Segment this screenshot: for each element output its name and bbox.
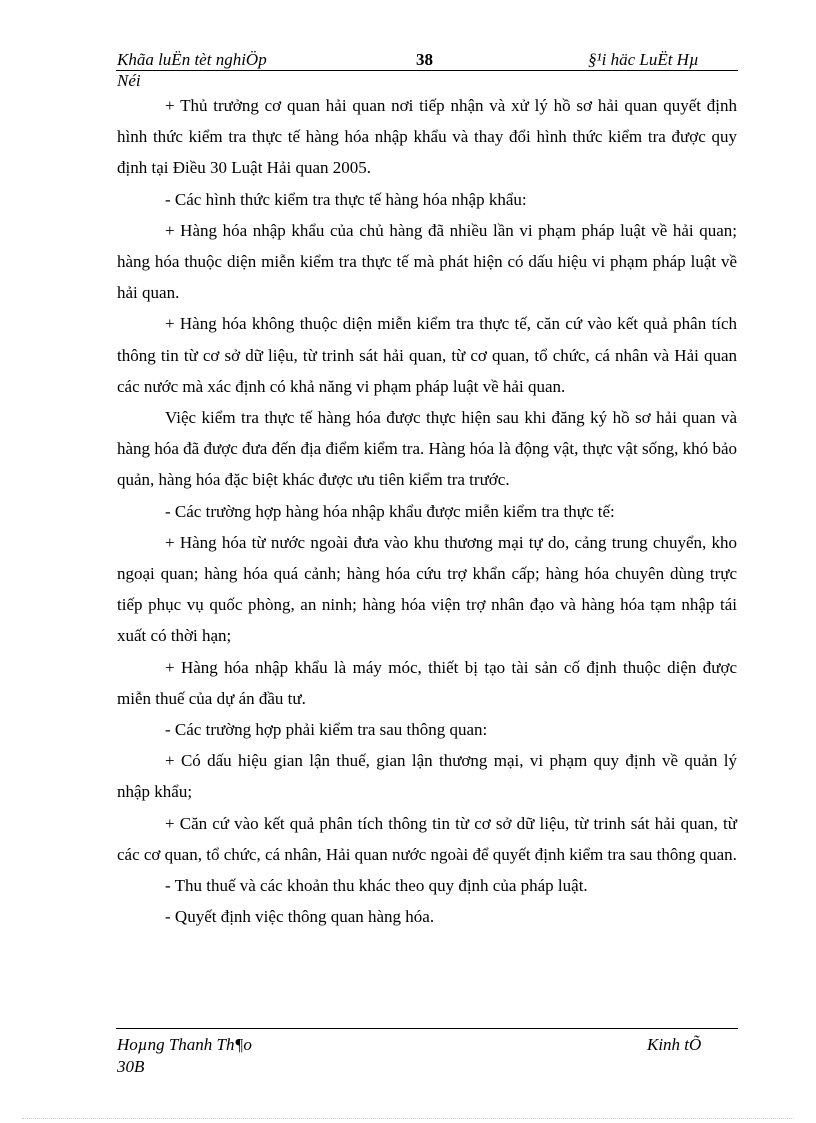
footer-divider — [116, 1028, 738, 1029]
paragraph: - Thu thuế và các khoản thu khác theo quy định của pháp luật. — [165, 876, 588, 896]
header-divider — [116, 70, 738, 71]
paragraph: + Hàng hóa nhập khẩu của chủ hàng đã nhiều lần vi phạm pháp luật về hải quan; hàng hóa thuộc diện miễn kiểm tra thực tế mà phát hiện có dấu hiệu vi phạm pháp luật về hải quan. — [117, 220, 737, 303]
paragraph: + Thủ trưởng cơ quan hải quan nơi tiếp nhận và xử lý hồ sơ hải quan quyết định hình thức kiểm tra thực tế hàng hóa nhập khẩu và thay đổi hình thức kiểm tra được quy định tại Điều 30 Luật Hải quan 2005. — [117, 96, 737, 178]
paragraph: - Các hình thức kiểm tra thực tế hàng hóa nhập khẩu: — [165, 189, 527, 209]
paragraph: - Các trường hợp hàng hóa nhập khẩu được miễn kiểm tra thực tế: — [165, 501, 615, 521]
page-number: 38 — [416, 50, 433, 69]
paragraph: Việc kiểm tra thực tế hàng hóa được thực hiện sau khi đăng ký hồ sơ hải quan và hàng hóa đã được đưa đến địa điểm kiểm tra. Hàng hóa là động vật, thực vật sống, khó bảo quản, hàng hóa đặc biệt khác được ưu tiên kiểm tra trước. — [117, 408, 737, 490]
header-university: §¹i häc LuËt Hµ — [588, 50, 699, 69]
paragraph: + Hàng hóa từ nước ngoài đưa vào khu thương mại tự do, cảng trung chuyển, kho ngoại quan; hàng hóa quá cảnh; hàng hóa cứu trợ khẩn cấp; hàng hóa chuyên dùng trực tiếp phục vụ quốc phòng, an ninh; hàng hóa viện trợ nhân đạo và hàng hóa tạm nhập tái xuất có thời hạn; — [117, 532, 737, 646]
page-edge-marker — [22, 1118, 794, 1119]
paragraph: + Hàng hóa không thuộc diện miễn kiểm tra thực tế, căn cứ vào kết quả phân tích thông tin từ cơ sở dữ liệu, từ trinh sát hải quan, từ cơ quan, tổ chức, cá nhân và Hải quan các nước mà xác định có khả năng vi phạm pháp luật về hải quan. — [117, 314, 737, 396]
paragraph: - Quyết định việc thông quan hàng hóa. — [165, 907, 435, 927]
document-body — [117, 90, 737, 932]
footer-department: Kinh tÕ — [647, 1035, 702, 1054]
header-thesis-title: Khãa luËn tèt nghiÖp — [117, 50, 267, 69]
header-university-continued: Néi — [117, 71, 141, 90]
paragraph: + Hàng hóa nhập khẩu là máy móc, thiết bị tạo tài sản cố định thuộc diện được miễn thuế của dự án đầu tư. — [117, 657, 737, 708]
paragraph: + Căn cứ vào kết quả phân tích thông tin từ cơ sở dữ liệu, từ trinh sát hải quan, từ các cơ quan, tổ chức, cá nhân, Hải quan nước ngoài để quyết định kiểm tra sau thông quan. — [117, 813, 737, 864]
paragraph: + Có dấu hiệu gian lận thuế, gian lận thương mại, vi phạm quy định về quản lý nhập khẩu; — [117, 751, 737, 802]
paragraph: - Các trường hợp phải kiểm tra sau thông quan: — [165, 720, 488, 740]
footer-class: 30B — [117, 1057, 145, 1076]
footer-author: Hoµng Thanh Th¶o — [117, 1035, 252, 1054]
